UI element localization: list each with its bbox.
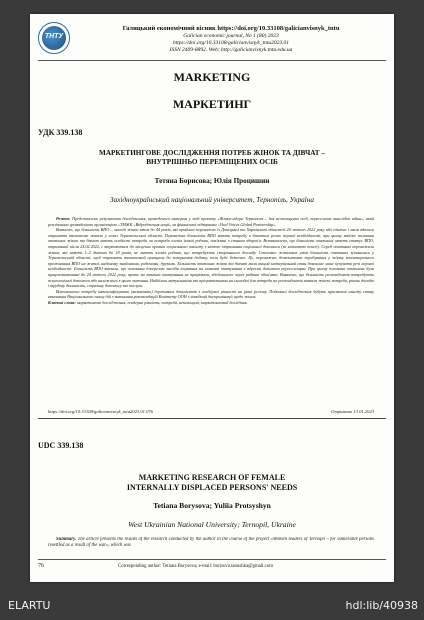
article-meta (48, 409, 374, 414)
corresponding-author: Corresponding author: Tetiana Borysova; e-mail: borisova.tanushka@gmail.com (118, 564, 273, 569)
section-title-en: MARKETING (173, 70, 251, 84)
viewer-bottom-bar (0, 596, 424, 620)
repository-name: ELARTU (8, 599, 51, 612)
affiliation-ua: Західноукраїнський національний університет, Тернопіль, Україна (110, 196, 314, 204)
article-title-en: MARKETING RESEARCH OF FEMALE INTERNALLY DISPLACED PERSONS' NEEDS (126, 473, 298, 492)
affiliation-en: West Ukrainian National University; Ternopil, Ukraine (128, 520, 296, 529)
keywords: маркетингові дослідження, гендерна рівність, потреба, незахищені, маркетинговий дослідник. (76, 299, 248, 305)
summary-en: Summary. The article presents the results of the research conducted by the author in the course of the project «Women leaders of Ternopil – for vulnerable persons resettled as a result of the war», which was (48, 537, 374, 549)
page-number: 76 (38, 563, 44, 569)
abstract-ua: Резюме. Представлено результати дослідження, проведеного автором у ході проєкту «Жінки-лідери Тернополя – для незахищених осіб, переселених внаслідок війни», який реалізовано громадською організацією «ТМЖК «Відродження нації» за фінансової підтримки «Vital Voices Global Partnership». Виявлено, що більшість ВПО – молоді жінки віком до 44 років, які прийшли переважно із Донецької та Харківської областей 24 лютого 2022 року або пізніше і мали вдалось отримати тимчасове житло у селах Тернопільської області. Переважна більшість ВПО мають потребу в багатьох речах першої необхідності, при цьому майже половина опитаних жінок та дівчат мають особисті потреби чи потреби членів їхньої родини, пов'язані з станом здоров'я. Встановлено, що більшість опитаних мають статус ВПО, отриманий після 24.02.2022, і звертаються до місцевих органів соціального захисту з метою отримання соціальної допомоги (за виплатою пенсії). Серед опитаних переважали жінки, які мають 1–2 дитини до 18 років, не мають членів родини, що потребують стороннього догляду. Стосовно житлових умов більшість опитаних зупинилась у Тернопільській області, щоб отримати тимчасовий притулок до повернення додому, коли буде безпечно. Це, переважно, безкоштовне перебування у зв'язку волонтерського проживання ВПО на житлі, наданому знайомими, родичами, друзями. Більшість опитаних жінок та дівчат мали вищий матеріальний стан довоєнне лише купувати речі першої необхідності. Більшість ВПО вказали, що основним джерелом засобів існування на момент опитування є адресна допомога переселенцям. При цьому половина опитаних були працевлаштовані до 24 лютого 2022 року, проте на момент опитування не працювали, здебільшого через родинні обов'язки. Виявлено, що більшість респондентів потребують психологічної допомоги або належного з цього питання. Найбільш актуальними та пріоритетними на сьогодні для потреби на респондентів назвали жіночі потреби, рівень доходів і трудову діяльність, соціальну допомогу та послуги. Встановлено потребу інтенсифікувати (визначати) державних документів з гендерної рівності на рівні регіону. Подальші дослідження будуть присвячені аналізу стану виконання Національного плану дій з виконання рекомендацій Комітету ООН з ліквідації дискримінації щодо жінок. Ключові слова: маркетингові дослідження, гендерна рівність, потреба, незахищені, маркетинговий дослідник. (48, 216, 374, 305)
keywords-label: Ключові слова: (48, 299, 76, 305)
udk-code-ua: УДК 339.138 (38, 128, 83, 137)
header-divider (38, 60, 386, 61)
received-date: Отримано 13.01.2023 (331, 409, 374, 414)
journal-issn: ISSN 2409-8892. Web: http://galicianvisnyk.tntu.edu.ua (169, 47, 293, 53)
logo-text: ТНТУ (44, 33, 64, 40)
authors-en: Tetiana Borysova; Yuliia Protsyshyn (153, 501, 271, 510)
journal-doi: https://doi.org/10.33108/galicianvisnyk_tntu2023.01 (172, 40, 290, 46)
authors-ua: Тетяна Борисова; Юлія Процишин (154, 177, 270, 185)
footer-divider (38, 559, 386, 560)
document-page (30, 14, 394, 582)
language-divider (38, 418, 386, 419)
page-footer (38, 563, 386, 569)
journal-title: Галицький економічний вісник https://doi.org/10.33108/galicianvisnyk_tntu (122, 25, 340, 32)
handle-link[interactable]: hdl:lib/40938 (345, 599, 418, 612)
summary-label: Summary. (56, 537, 77, 542)
udc-code-en: UDC 339.138 (38, 441, 84, 450)
article-doi-link[interactable]: https://doi.org/10.33108/galicianvisnyk_tntu2023.01.076 (48, 409, 153, 414)
abstract-label: Резюме. (56, 216, 71, 221)
section-title-ua: МАРКЕТИНГ (172, 97, 252, 111)
journal-issue: Galician economic journal, No 1 (80) 2023 (183, 33, 279, 39)
journal-logo (38, 22, 70, 54)
journal-header (30, 14, 394, 60)
article-title-ua: МАРКЕТИНГОВЕ ДОСЛІДЖЕННЯ ПОТРЕБ ЖІНОК ТА ДІВЧАТ – ВНУТРІШНЬО ПЕРЕМІЩЕНИХ ОСІБ (99, 149, 325, 166)
